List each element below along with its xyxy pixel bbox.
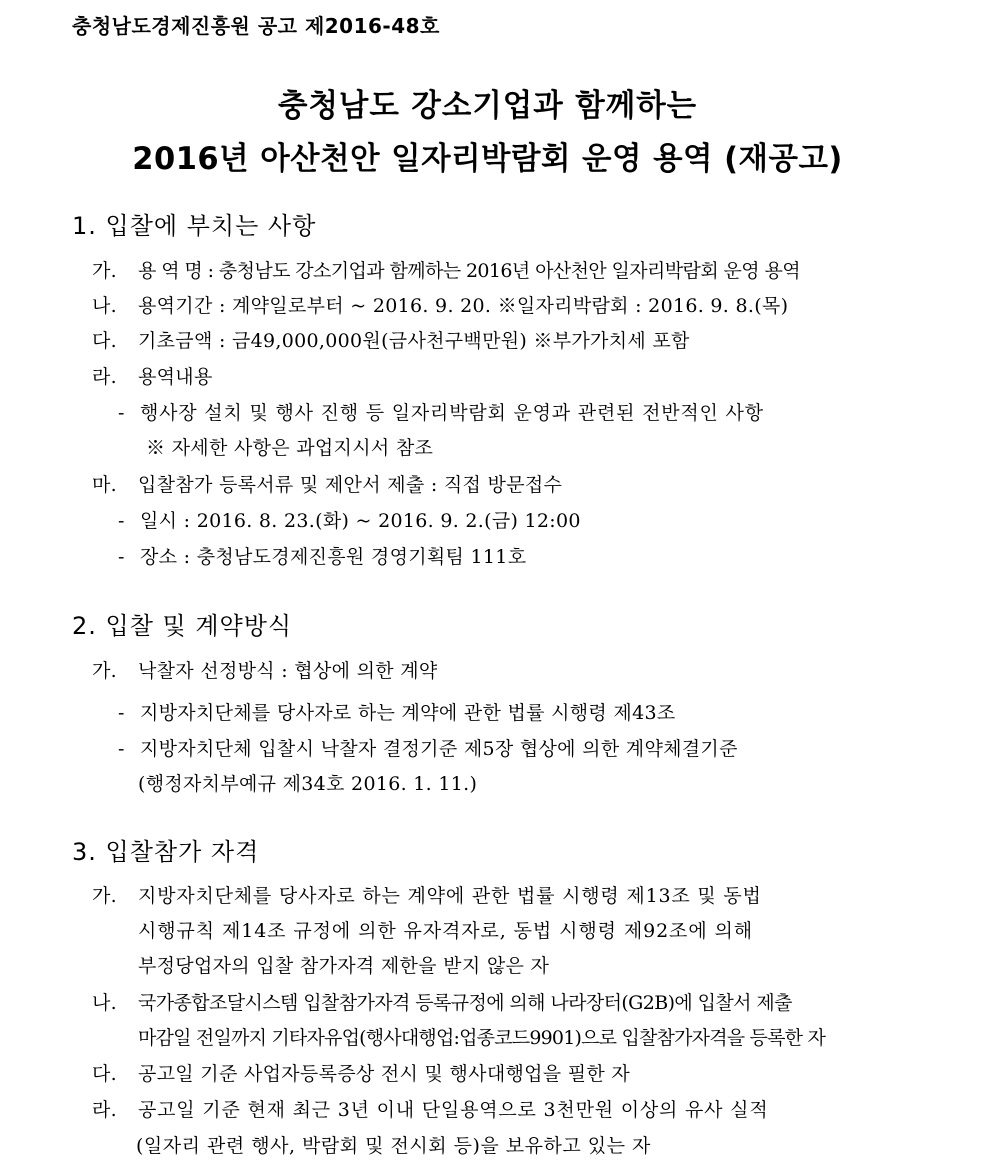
dash-marker: -: [118, 546, 125, 568]
sub-item-text: 장소 : 충청남도경제진흥원 경영기획팀 111호: [140, 546, 527, 568]
section-2-heading: 2. 입찰 및 계약방식: [72, 612, 293, 640]
item-text-continuation: 마감일 전일까지 기타자유업(행사대행업:업종코드9901)으로 입찰참가자격을 등록한 자: [138, 1027, 826, 1049]
item-label: 다.: [92, 1063, 117, 1085]
item-text: 지방자치단체를 당사자로 하는 계약에 관한 법률 시행령 제13조 및 동법: [138, 885, 762, 907]
note-text: ※ 자세한 사항은 과업지시서 참조: [146, 437, 434, 459]
sub-item-text: 지방자치단체를 당사자로 하는 계약에 관한 법률 시행령 제43조: [140, 702, 676, 724]
item-label: 가.: [92, 660, 117, 682]
item-label: 라.: [92, 1099, 117, 1121]
dash-marker: -: [118, 402, 125, 424]
item-label: 가.: [92, 885, 117, 907]
title-line-2: 2016년 아산천안 일자리박람회 운영 용역 (재공고): [132, 141, 843, 177]
item-text: 국가종합조달시스템 입찰참가자격 등록규정에 의해 나라장터(G2B)에 입찰서 제출: [138, 992, 792, 1014]
sub-item-text: 지방자치단체 입찰시 낙찰자 결정기준 제5장 협상에 의한 계약체결기준: [140, 738, 738, 760]
item-text: 용역내용: [138, 366, 213, 388]
sub-item-continuation: (행정자치부예규 제34호 2016. 1. 11.): [138, 773, 478, 795]
item-label: 라.: [92, 366, 117, 388]
item-text: 용 역 명 : 충청남도 강소기업과 함께하는 2016년 아산천안 일자리박람회 운영 용역: [138, 260, 800, 282]
dash-marker: -: [118, 738, 125, 760]
dash-marker: -: [118, 702, 125, 724]
item-text-continuation: 시행규칙 제14조 규정에 의한 유자격자로, 동법 시행령 제92조에 의해: [138, 920, 754, 942]
item-text: 공고일 기준 사업자등록증상 전시 및 행사대행업을 필한 자: [138, 1063, 631, 1085]
item-text-continuation: 부정당업자의 입찰 참가자격 제한을 받지 않은 자: [138, 955, 550, 977]
item-text: 용역기간 : 계약일로부터 ~ 2016. 9. 20. ※일자리박람회 : 2016. 9. 8.(목): [138, 295, 789, 317]
dash-marker: -: [118, 510, 125, 532]
item-label: 나.: [92, 295, 117, 317]
sub-item-text: 행사장 설치 및 행사 진행 등 일자리박람회 운영과 관련된 전반적인 사항: [140, 402, 764, 424]
title-line-1: 충청남도 강소기업과 함께하는: [278, 88, 698, 124]
item-text: 낙찰자 선정방식 : 협상에 의한 계약: [138, 660, 438, 682]
item-label: 나.: [92, 992, 117, 1014]
item-text: 입찰참가 등록서류 및 제안서 제출 : 직접 방문접수: [138, 474, 563, 496]
section-3-heading: 3. 입찰참가 자격: [72, 838, 260, 866]
section-1-heading: 1. 입찰에 부치는 사항: [72, 212, 317, 240]
item-label: 가.: [92, 260, 117, 282]
item-text: 공고일 기준 현재 최근 3년 이내 단일용역으로 3천만원 이상의 유사 실적: [138, 1099, 769, 1121]
item-text-continuation: (일자리 관련 행사, 박람회 및 전시회 등)을 보유하고 있는 자: [136, 1135, 651, 1157]
item-label: 마.: [92, 474, 117, 496]
notice-number: 충청남도경제진흥원 공고 제2016-48호: [72, 14, 440, 38]
item-label: 다.: [92, 330, 117, 352]
sub-item-text: 일시 : 2016. 8. 23.(화) ~ 2016. 9. 2.(금) 12:00: [140, 510, 581, 532]
item-text: 기초금액 : 금49,000,000원(금사천구백만원) ※부가가치세 포함: [138, 330, 690, 352]
